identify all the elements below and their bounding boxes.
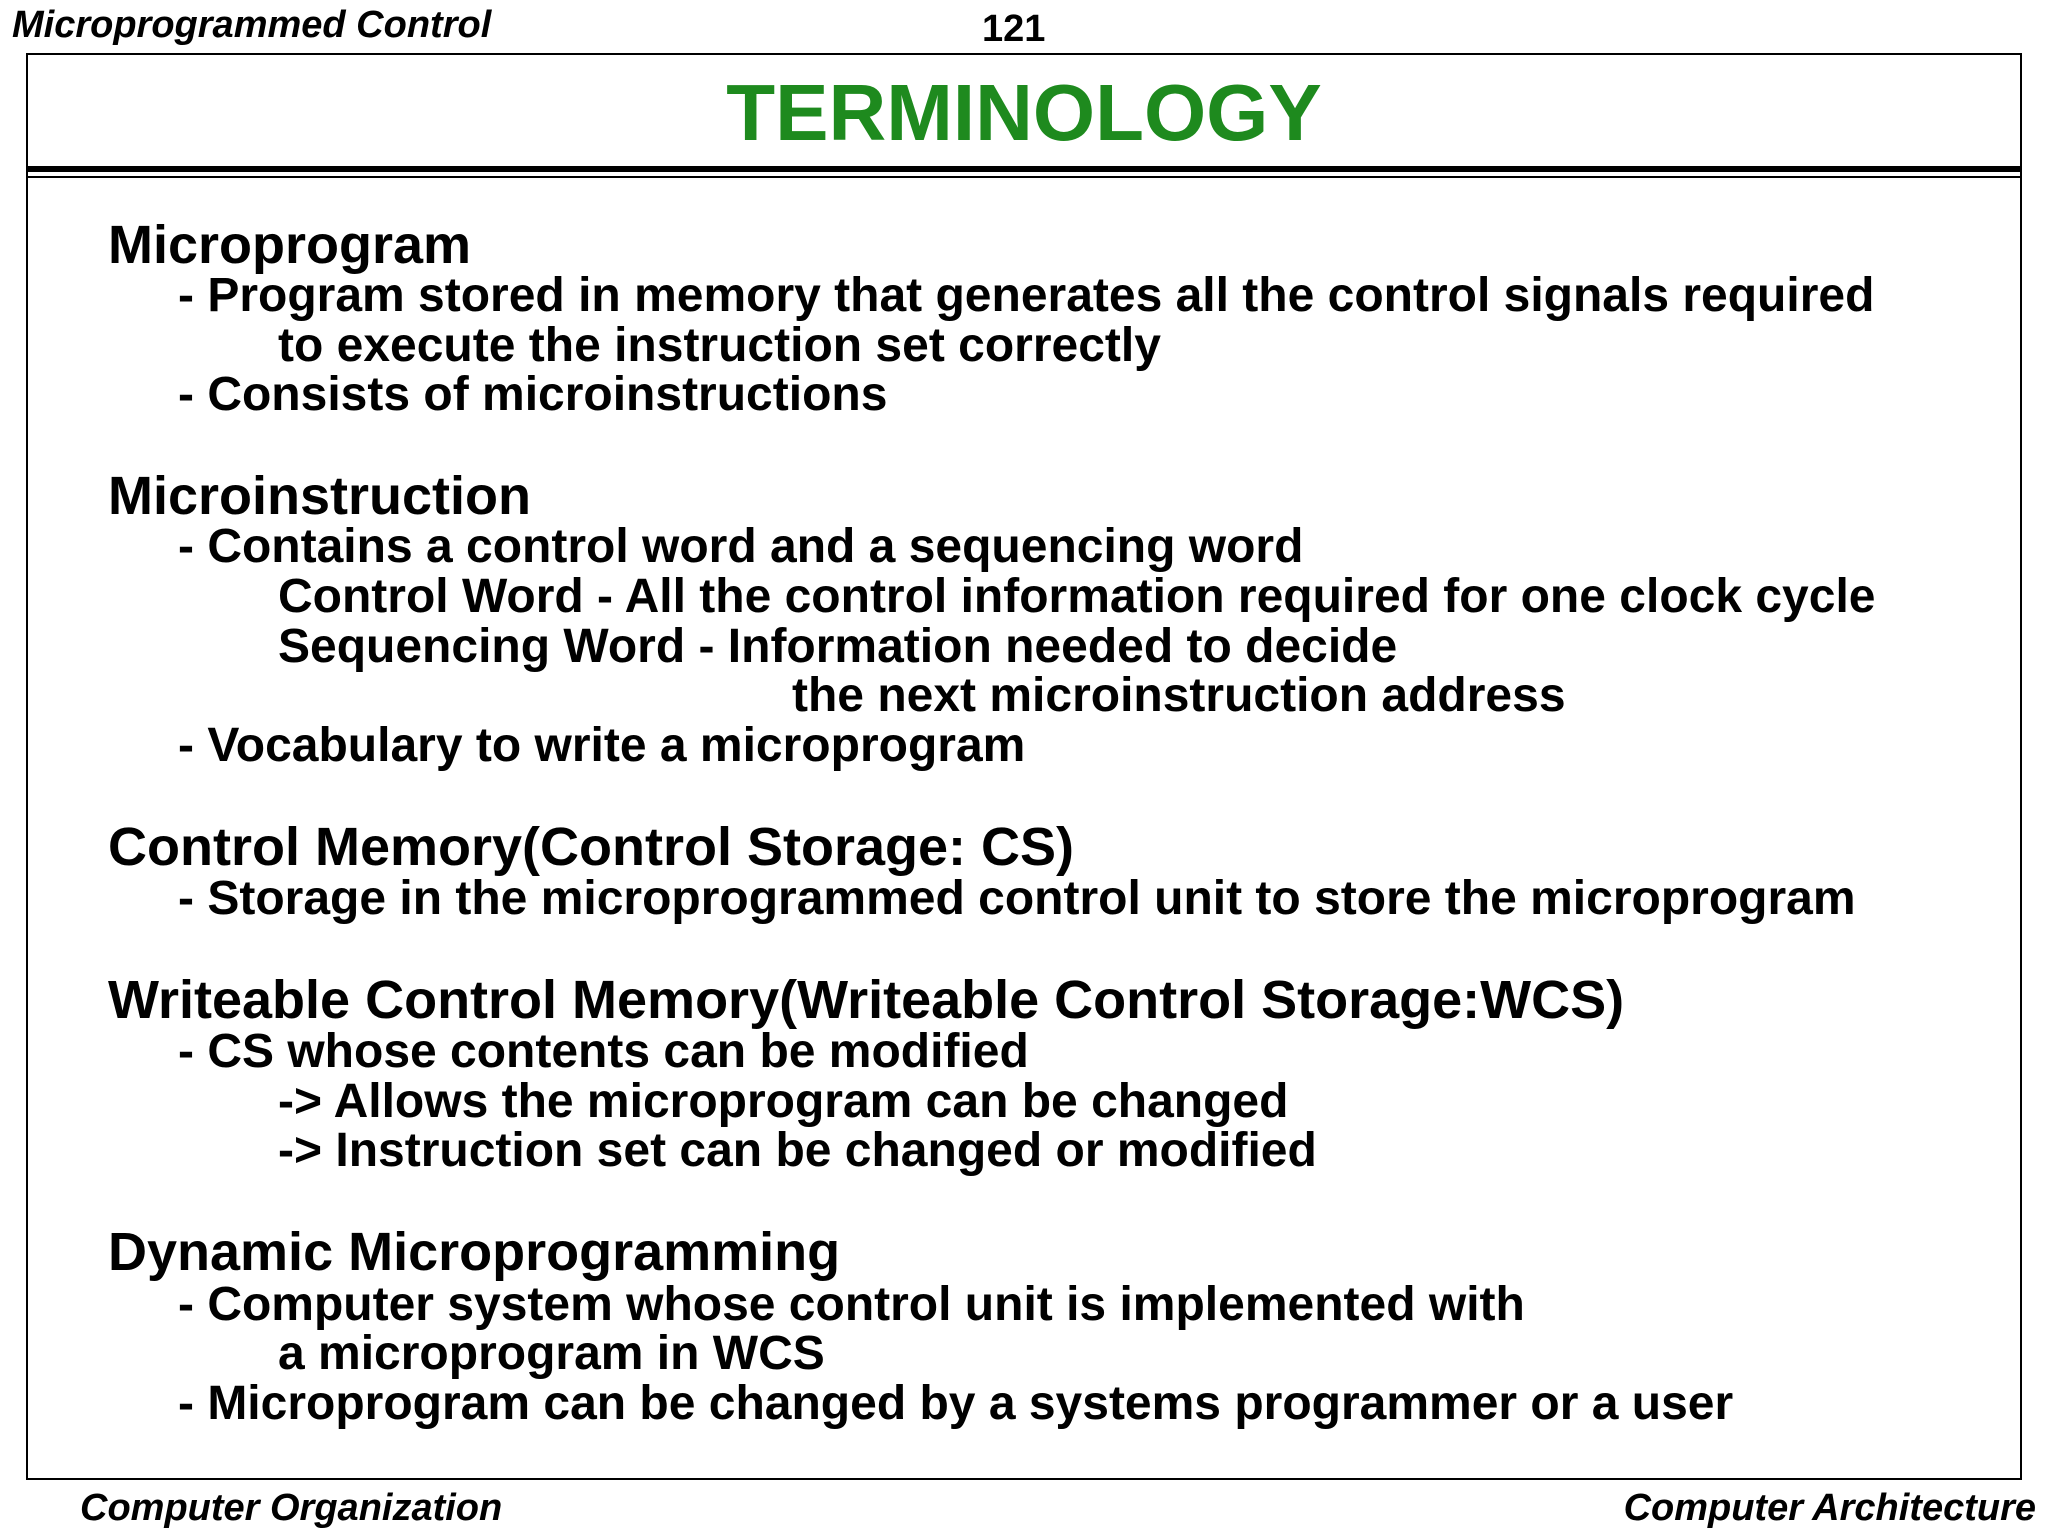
title-divider-thin	[26, 176, 2022, 178]
definition-line: -> Instruction set can be changed or modified	[278, 1124, 1317, 1177]
title-divider	[26, 166, 2022, 172]
term-heading: Dynamic Microprogramming	[108, 1222, 841, 1282]
slide-title: TERMINOLOGY	[726, 68, 1322, 157]
term-heading: Microinstruction	[108, 466, 532, 526]
definition-line: to execute the instruction set correctly	[278, 319, 1161, 372]
definition-line: - Microprogram can be changed by a systems programmer or a user	[178, 1377, 1734, 1430]
definition-line: Sequencing Word - Information needed to decide	[278, 620, 1398, 673]
term-heading: Writeable Control Memory(Writeable Control Storage:WCS)	[108, 970, 1625, 1030]
definition-line: - Vocabulary to write a microprogram	[178, 719, 1026, 772]
definition-line: - CS whose contents can be modified	[178, 1025, 1029, 1078]
term-heading: Control Memory(Control Storage: CS)	[108, 817, 1074, 877]
definition-line: - Contains a control word and a sequencing word	[178, 520, 1304, 573]
definition-line: the next microinstruction address	[792, 669, 1566, 722]
definition-line: -> Allows the microprogram can be changed	[278, 1075, 1289, 1128]
definition-line: a microprogram in WCS	[278, 1327, 825, 1380]
definition-line: - Computer system whose control unit is implemented with	[178, 1278, 1525, 1331]
definition-line: - Storage in the microprogrammed control unit to store the microprogram	[178, 872, 1856, 925]
definition-line: - Program stored in memory that generates all the control signals required	[178, 269, 1875, 322]
header-chapter: Microprogrammed Control	[12, 4, 492, 46]
definition-line: - Consists of microinstructions	[178, 368, 888, 421]
page-number: 121	[982, 8, 1046, 50]
footer-right: Computer Architecture	[1623, 1487, 2036, 1529]
definition-line: Control Word - All the control information required for one clock cycle	[278, 570, 1876, 623]
term-heading: Microprogram	[108, 215, 472, 275]
footer-left: Computer Organization	[80, 1487, 503, 1529]
